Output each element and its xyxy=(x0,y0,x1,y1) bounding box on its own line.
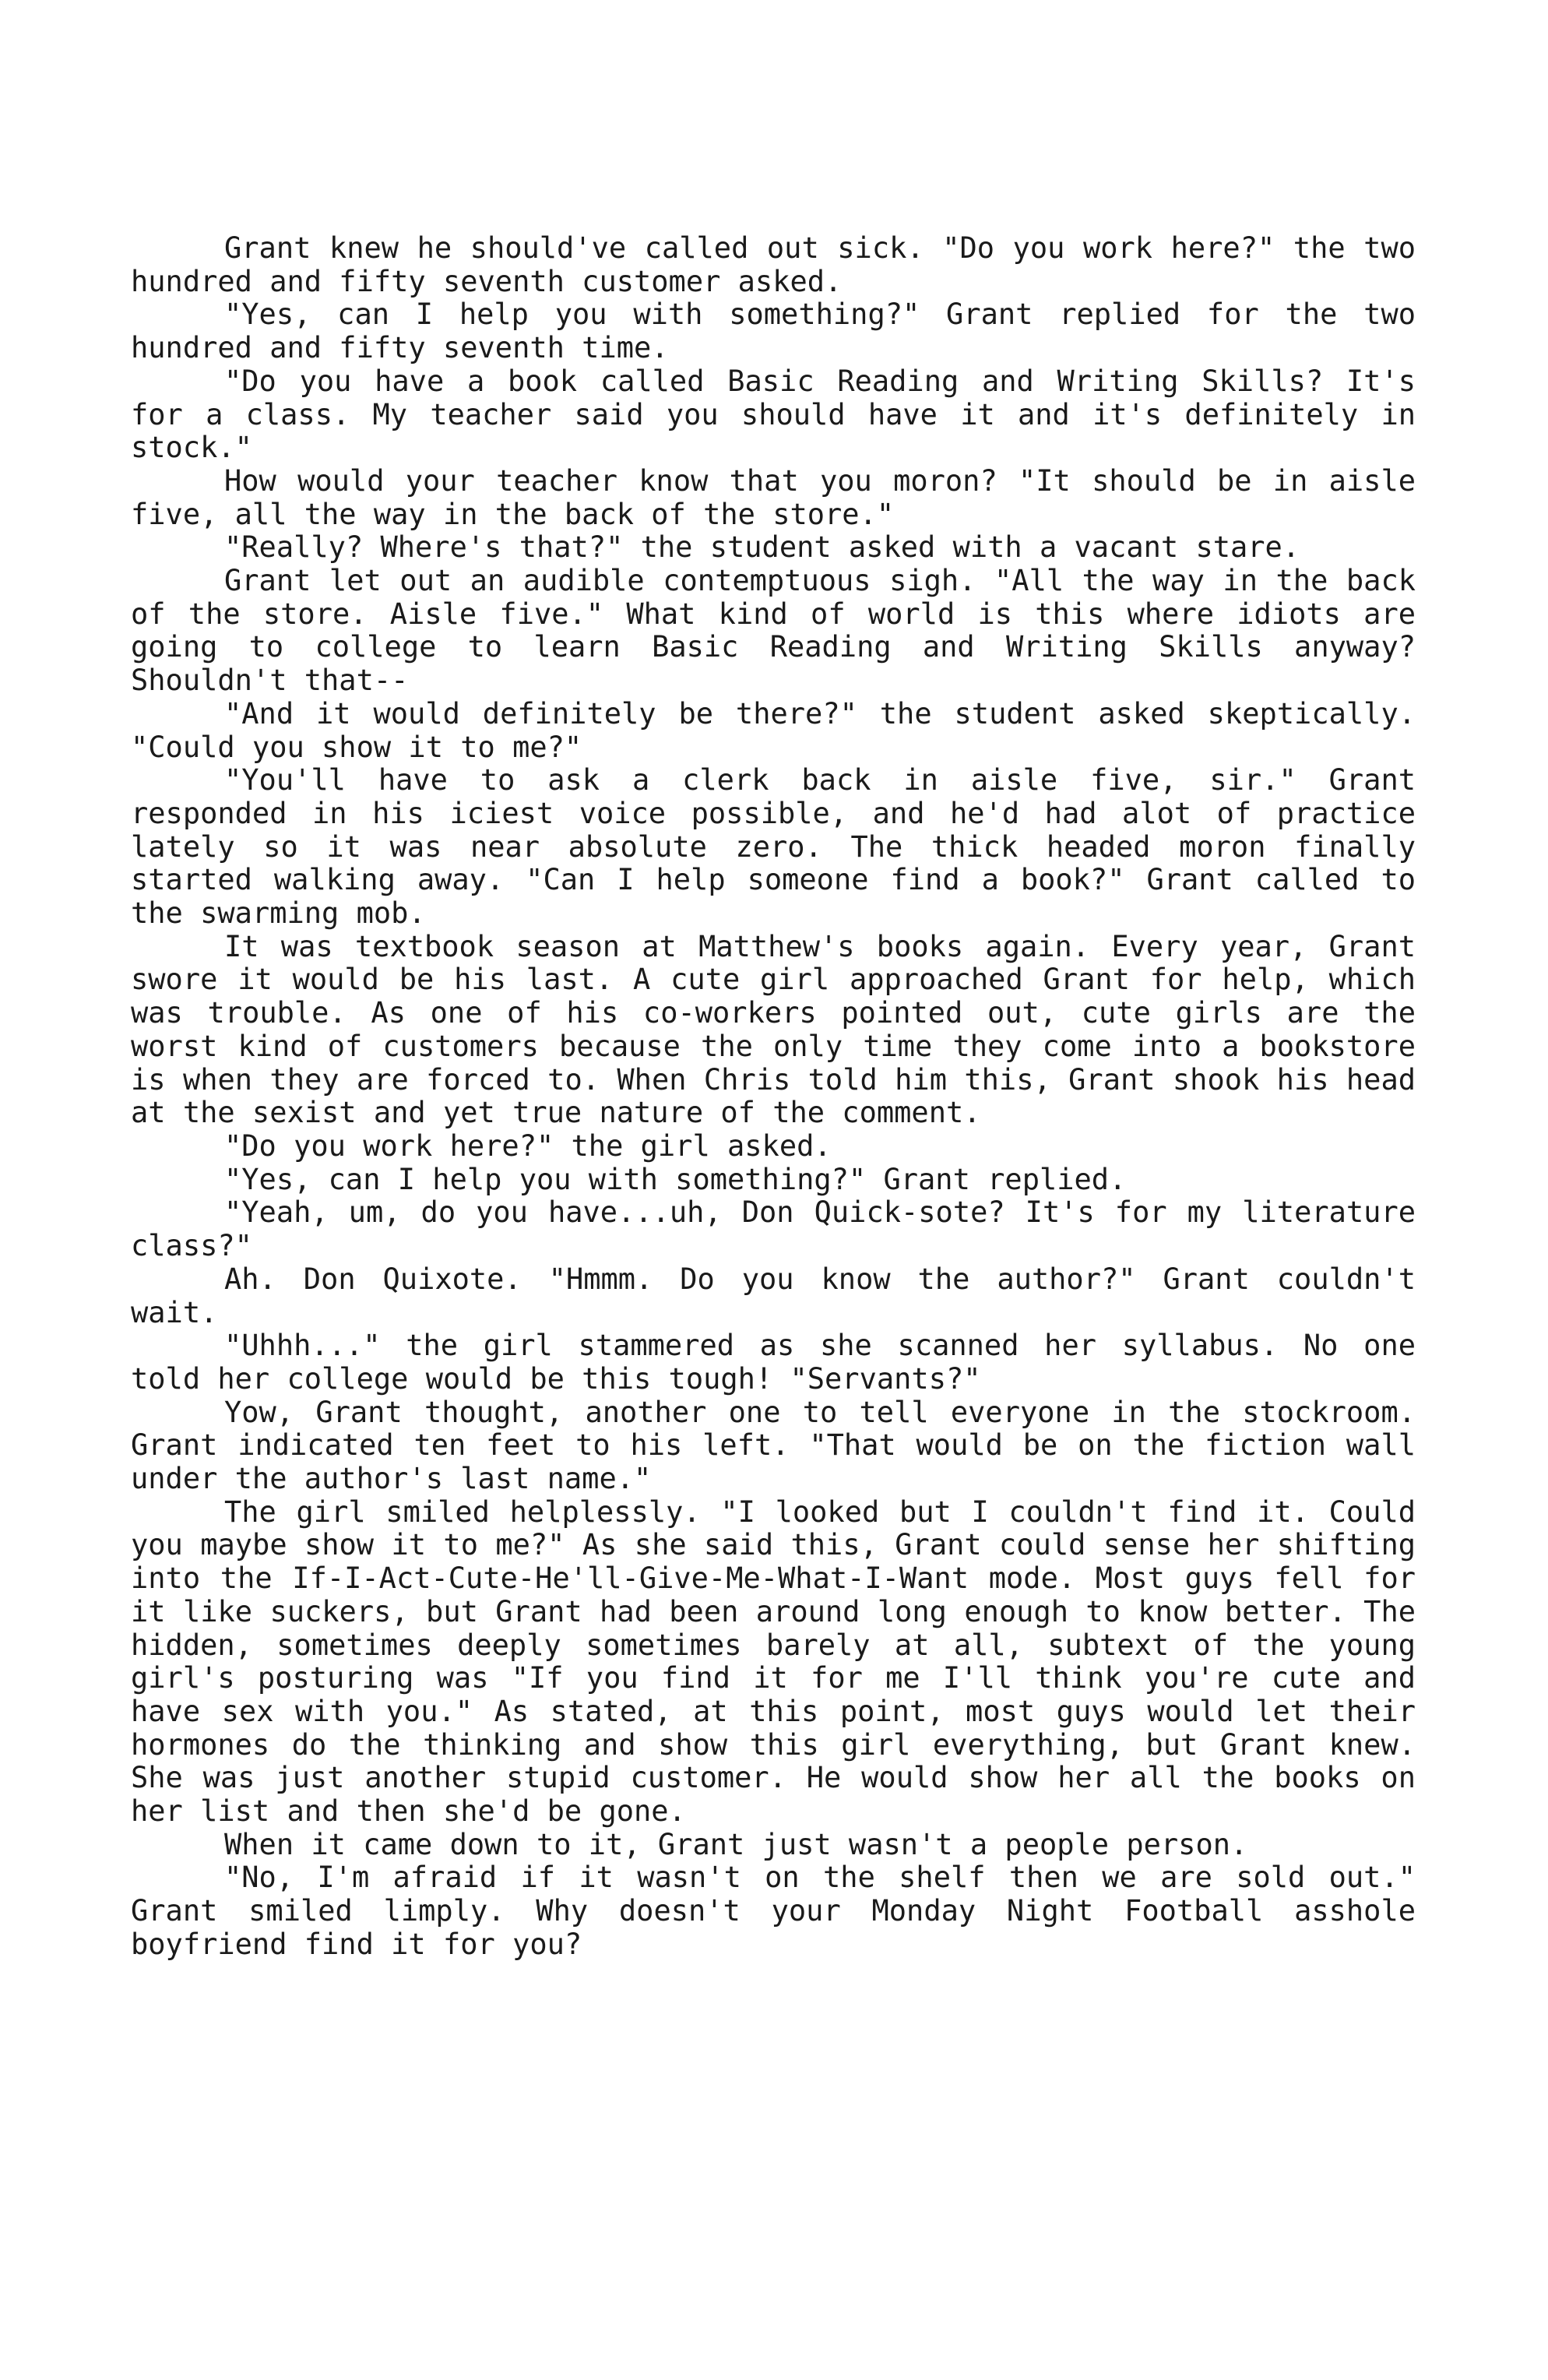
paragraph-9: It was textbook season at Matthew's books again. Every year, Grant swore it would be his last. A cute girl approached Grant for help, which was trouble. As one of his co-workers pointed out, cute girls are the worst kind of customers because the only time they come into a bookstore is when they are forced to. When Chris told him this, Grant shook his head at the sexist and yet true nature of the comment. xyxy=(131,929,1416,1130)
paragraph-14: "Uhhh..." the girl stammered as she scanned her syllabus. No one told her college would be this tough! "Servants?" xyxy=(131,1329,1416,1396)
paragraph-11: "Yes, can I help you with something?" Grant replied. xyxy=(224,1162,1127,1196)
paragraph-4: How would your teacher know that you moron? "It should be in aisle five, all the way in the back of the store." xyxy=(131,463,1416,531)
paragraph-18: "No, I'm afraid if it wasn't on the shelf then we are sold out." Grant smiled limply. Why doesn't your Monday Night Football asshole boyfriend find it for you? xyxy=(131,1861,1416,1961)
paragraph-15: Yow, Grant thought, another one to tell everyone in the stockroom. Grant indicated ten feet to his left. "That would be on the fiction wall under the author's last name." xyxy=(131,1395,1416,1496)
paragraph-10: "Do you work here?" the girl asked. xyxy=(224,1128,832,1163)
paragraph-1: Grant knew he should've called out sick. "Do you work here?" the two hundred and fifty seventh customer asked. xyxy=(131,231,1416,298)
paragraph-3: "Do you have a book called Basic Reading and Writing Skills? It's for a class. My teacher said you should have it and it's definitely in stock." xyxy=(131,364,1416,465)
paragraph-12: "Yeah, um, do you have...uh, Don Quick-sote? It's for my literature class?" xyxy=(131,1195,1416,1263)
paragraph-7: "And it would definitely be there?" the student asked skeptically. "Could you show it to me?" xyxy=(131,696,1416,764)
paragraph-16: The girl smiled helplessly. "I looked but I couldn't find it. Could you maybe show it to me?" As she said this, Grant could sense her shifting into the If-I-Act-Cute-He'll-Give-Me-What-I-Want mode. Most guys fell for it like suckers, but Grant had been around long enough to know better. The hidden, sometimes deeply sometimes barely at all, subtext of the young girl's posturing was "If you find it for me I'll think you're cute and have sex with you." As stated, at this point, most guys would let their hormones do the thinking and show this girl everything, but Grant knew. She was just another stupid customer. He would show her all the books on her list and then she'd be gone. xyxy=(131,1495,1416,1829)
paragraph-17: When it came down to it, Grant just wasn't a people person. xyxy=(224,1827,1248,1861)
paragraph-8: "You'll have to ask a clerk back in aisle five, sir." Grant responded in his iciest voice possible, and he'd had alot of practice lately so it was near absolute zero. The thick headed moron finally started walking away. "Can I help someone find a book?" Grant called to the swarming mob. xyxy=(131,763,1416,931)
body-text xyxy=(131,232,1416,1962)
paragraph-13: Ah. Don Quixote. "Hmmm. Do you know the author?" Grant couldn't wait. xyxy=(131,1262,1416,1329)
paragraph-5: "Really? Where's that?" the student asked with a vacant stare. xyxy=(224,530,1300,565)
paragraph-6: Grant let out an audible contemptuous sigh. "All the way in the back of the store. Aisle five." What kind of world is this where idiots are going to college to learn Basic Reading and Writing Skills anyway? Shouldn't that-- xyxy=(131,564,1416,698)
paragraph-2: "Yes, can I help you with something?" Grant replied for the two hundred and fifty seventh time. xyxy=(131,298,1416,365)
